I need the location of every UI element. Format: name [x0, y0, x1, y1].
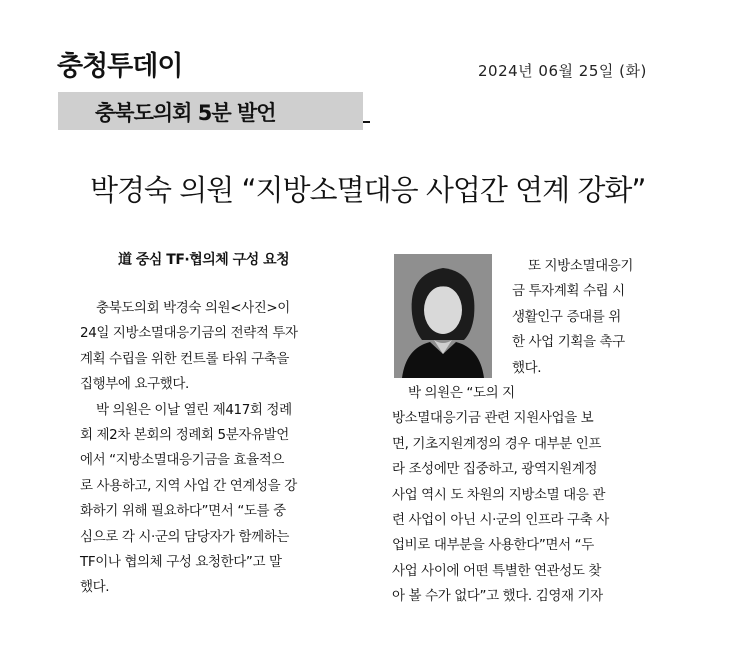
right-column-bottom	[392, 381, 682, 610]
body-line: 라 조성에만 집중하고, 광역지원계정	[392, 461, 598, 478]
body-line: 24일 지방소멸대응기금의 전략적 투자	[80, 325, 298, 342]
body-line: 박 의원은 “도의 지	[408, 385, 515, 401]
body-line: 생활인구 증대를 위	[512, 308, 621, 325]
body-line: 했다.	[80, 579, 110, 596]
body-line: 면, 기초지원계정의 경우 대부분 인프	[392, 435, 602, 452]
body-line: 방소멸대응기금 관련 지원사업을 보	[392, 410, 594, 427]
section-divider	[363, 121, 370, 123]
body-line: 또 지방소멸대응기	[528, 258, 634, 274]
reporter-photo	[394, 254, 492, 378]
newspaper-name: 충청투데이	[57, 51, 183, 82]
body-line: 금 투자계획 수립 시	[512, 283, 625, 300]
headline: 박경숙 의원 “지방소멸대응 사업간 연계 강화”	[90, 173, 646, 207]
subheadline: 道 중심 TF·협의체 구성 요청	[118, 252, 290, 268]
body-line: 계획 수립을 위한 컨트롤 타워 구축을	[80, 350, 290, 367]
body-line: 한 사업 기획을 촉구	[512, 334, 625, 351]
portrait-image	[394, 254, 492, 378]
section-label: 충북도의회 5분 발언	[95, 101, 276, 125]
body-line: 심으로 각 시·군의 담당자가 함께하는	[80, 528, 290, 545]
body-line: 박 의원은 이날 열린 제417회 정례	[96, 401, 292, 418]
publication-date: 2024년 06월 25일 (화)	[478, 62, 647, 80]
body-line: 로 사용하고, 지역 사업 간 연계성을 강	[80, 477, 297, 494]
body-line: 충북도의회 박경숙 의원<사진>이	[96, 300, 290, 316]
body-line: 업비로 대부분을 사용한다”면서 “두	[392, 537, 594, 554]
body-line: 련 사업이 아닌 시·군의 인프라 구축 사	[392, 511, 609, 528]
left-column	[80, 246, 370, 601]
body-line: 에서 “지방소멸대응기금을 효율적으	[80, 452, 284, 469]
body-line: 회 제2차 본회의 정례회 5분자유발언	[80, 426, 289, 443]
body-line: TF이나 협의체 구성 요청한다”고 말	[80, 553, 282, 570]
body-line: 사업 사이에 어떤 특별한 연관성도 찾	[392, 562, 602, 579]
body-line: 아 볼 수가 없다”고 했다. 김영재 기자	[392, 588, 603, 605]
body-line: 화하기 위해 필요하다”면서 “도를 중	[80, 503, 286, 520]
body-line: 했다.	[512, 359, 542, 376]
right-column-top	[512, 254, 682, 381]
body-line: 집행부에 요구했다.	[80, 376, 189, 393]
body-line: 사업 역시 도 차원의 지방소멸 대응 관	[392, 486, 605, 503]
